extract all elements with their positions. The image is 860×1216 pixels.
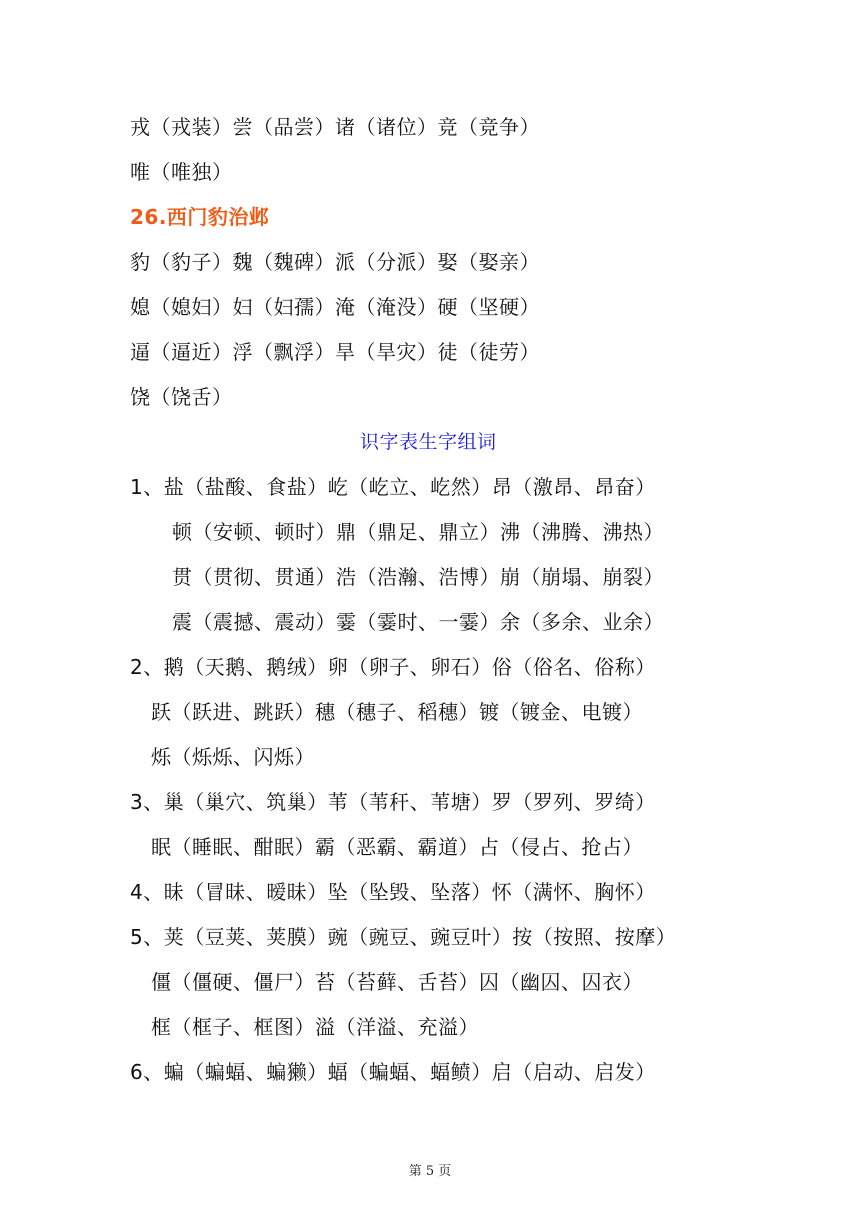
text-line: 僵（僵硬、僵尸）苔（苔藓、舌苔）囚（幽囚、囚衣）	[151, 970, 643, 994]
text-line: 6、蝙（蝙蝠、蝙獭）蝠（蝙蝠、蝠鲼）启（启动、启发）	[130, 1060, 656, 1084]
text-line: 戎（戎装）尝（品尝）诸（诸位）竞（竞争）	[130, 115, 540, 139]
text-line: 1、盐（盐酸、食盐）屹（屹立、屹然）昂（激昂、昂奋）	[130, 475, 656, 499]
text-line: 逼（逼近）浮（飘浮）旱（旱灾）徒（徒劳）	[130, 340, 540, 364]
text-line: 贯（贯彻、贯通）浩（浩瀚、浩博）崩（崩塌、崩裂）	[172, 565, 664, 589]
lesson-heading: 26.西门豹治邺	[130, 205, 270, 229]
text-line: 5、荚（豆荚、荚膜）豌（豌豆、豌豆叶）按（按照、按摩）	[130, 925, 677, 949]
text-line: 烁（烁烁、闪烁）	[151, 745, 315, 769]
text-line: 顿（安顿、顿时）鼎（鼎足、鼎立）沸（沸腾、沸热）	[172, 520, 664, 544]
text-line: 4、昧（冒昧、暧昧）坠（坠毁、坠落）怀（满怀、胸怀）	[130, 880, 656, 904]
text-line: 媳（媳妇）妇（妇孺）淹（淹没）硬（坚硬）	[130, 295, 540, 319]
text-line: 眠（睡眠、酣眠）霸（恶霸、霸道）占（侵占、抢占）	[151, 835, 643, 859]
text-line: 饶（饶舌）	[130, 385, 233, 409]
text-line: 震（震撼、震动）霎（霎时、一霎）余（多余、业余）	[172, 610, 664, 634]
text-line: 框（框子、框图）溢（洋溢、充溢）	[151, 1015, 479, 1039]
text-line: 3、巢（巢穴、筑巢）苇（苇秆、苇塘）罗（罗列、罗绮）	[130, 790, 656, 814]
page-number: 第 5 页	[408, 1164, 452, 1179]
text-line: 豹（豹子）魏（魏碑）派（分派）娶（娶亲）	[130, 250, 540, 274]
text-line: 唯（唯独）	[130, 160, 233, 184]
text-line: 跃（跃进、跳跃）穗（穗子、稻穗）镀（镀金、电镀）	[151, 700, 643, 724]
text-line: 2、鹅（天鹅、鹅绒）卵（卵子、卵石）俗（俗名、俗称）	[130, 655, 656, 679]
section-heading: 识字表生字组词	[360, 431, 497, 453]
